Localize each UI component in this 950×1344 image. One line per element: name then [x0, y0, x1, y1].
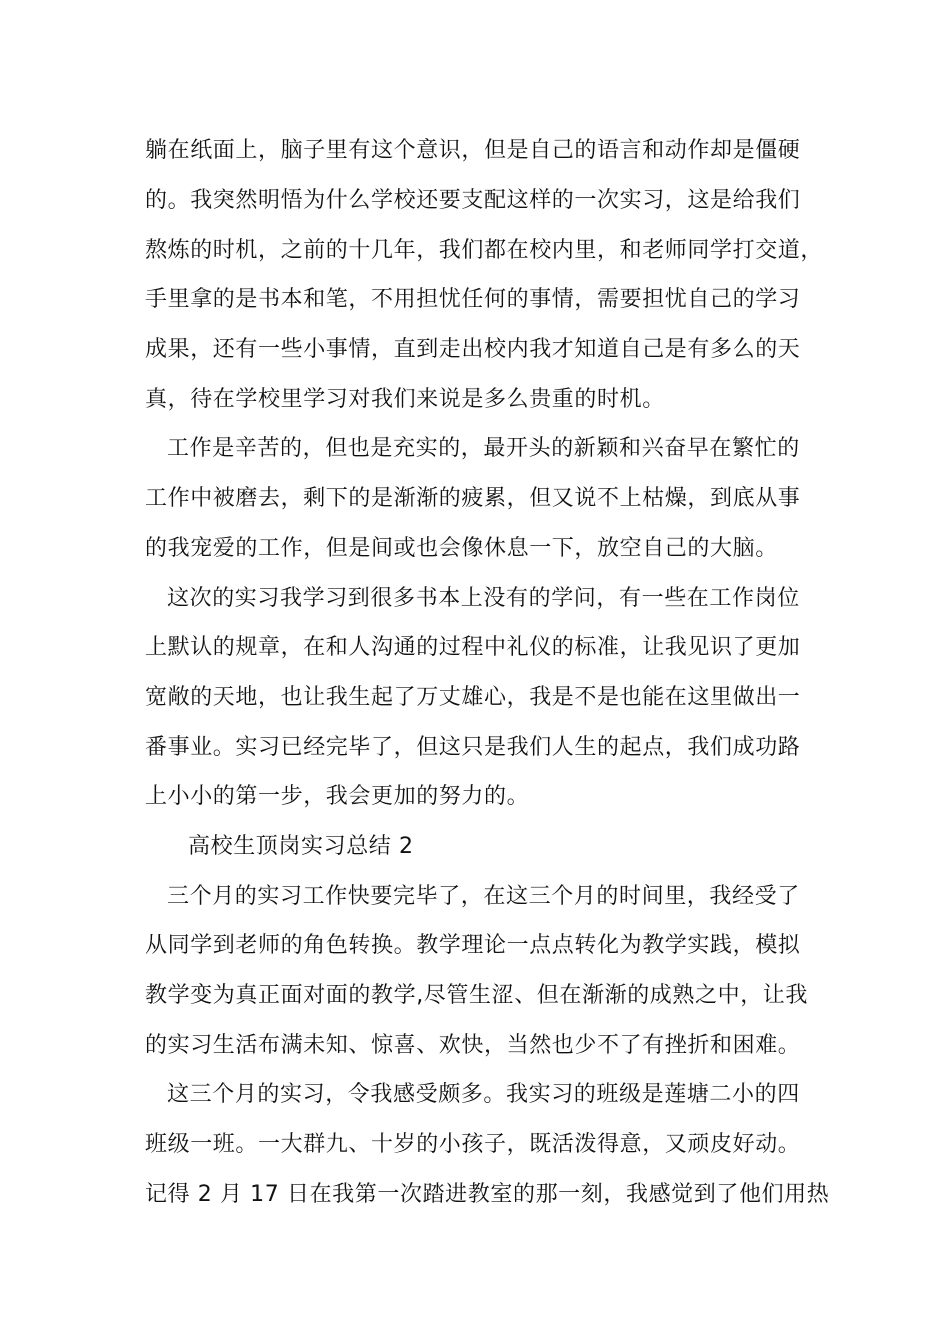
text-line: 上小小的第一步，我会更加的努力的。 [145, 784, 530, 809]
section-heading: 高校生顶岗实习总结 2 [188, 834, 414, 859]
text-line: 熬炼的时机，之前的十几年，我们都在校内里，和老师同学打交道， [145, 238, 824, 263]
text-line: 工作中被磨去，剩下的是渐渐的疲累，但又说不上枯燥，到底从事 [145, 486, 801, 511]
text-line: 教学变为真正面对面的教学,尽管生涩、但在渐渐的成熟之中，让我 [145, 983, 808, 1008]
text-line: 班级一班。一大群九、十岁的小孩子，既活泼得意，又顽皮好动。 [145, 1132, 801, 1157]
text-line: 上默认的规章，在和人沟通的过程中礼仪的标准，让我见识了更加 [145, 635, 801, 660]
text-line: 记得 2 月 17 日在我第一次踏进教室的那一刻，我感觉到了他们用热 [145, 1182, 830, 1207]
text-line: 从同学到老师的角色转换。教学理论一点点转化为教学实践，模拟 [145, 933, 801, 958]
text-line: 工作是辛苦的，但也是充实的，最开头的新颖和兴奋早在繁忙的 [167, 436, 800, 461]
text-line: 真，待在学校里学习对我们来说是多么贵重的时机。 [145, 387, 665, 412]
text-line: 的我宠爱的工作，但是间或也会像休息一下，放空自己的大脑。 [145, 536, 778, 561]
text-line: 躺在纸面上，脑子里有这个意识，但是自己的语言和动作却是僵硬 [145, 138, 801, 163]
text-line: 宽敞的天地，也让我生起了万丈雄心，我是不是也能在这里做出一 [145, 685, 801, 710]
text-line: 这三个月的实习，令我感受颇多。我实习的班级是莲塘二小的四 [167, 1082, 800, 1107]
text-line: 成果，还有一些小事情，直到走出校内我才知道自己是有多么的天 [145, 337, 801, 362]
text-line: 番事业。实习已经完毕了，但这只是我们人生的起点，我们成功路 [145, 735, 801, 760]
text-line: 的。我突然明悟为什么学校还要支配这样的一次实习，这是给我们 [145, 188, 801, 213]
text-line: 三个月的实习工作快要完毕了，在这三个月的时间里，我经受了 [167, 884, 800, 909]
text-line: 的实习生活布满未知、惊喜、欢快，当然也少不了有挫折和困难。 [145, 1033, 801, 1058]
text-line: 手里拿的是书本和笔，不用担忧任何的事情，需要担忧自己的学习 [145, 287, 801, 312]
text-line: 这次的实习我学习到很多书本上没有的学问，有一些在工作岗位 [167, 586, 800, 611]
